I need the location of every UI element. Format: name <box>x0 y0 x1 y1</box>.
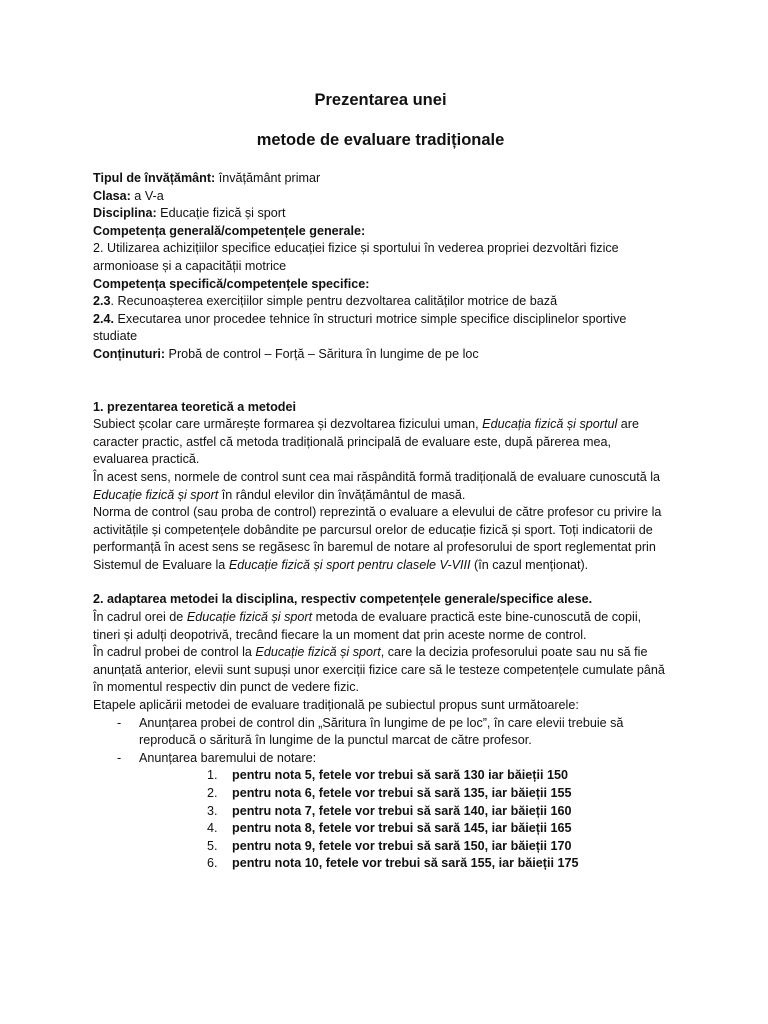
grade-number: 1. <box>207 768 218 783</box>
comp-gen-heading: Competența generală/competențele generale: <box>93 223 366 238</box>
list-item <box>139 785 668 803</box>
steps-list <box>93 715 668 873</box>
grade-text: pentru nota 7, fetele vor trebui să sară 140, iar băieții 160 <box>232 803 572 818</box>
continuturi <box>93 346 668 364</box>
comp-spec-2 <box>93 311 668 346</box>
meta-clasa <box>93 188 668 206</box>
section-gap <box>93 574 668 591</box>
section-1 <box>93 399 668 575</box>
list-item <box>139 838 668 856</box>
document-title-line2: metode de evaluare tradiționale <box>256 131 505 149</box>
comp-gen-text: 2. Utilizarea achizițiilor specifice educației fizice și sportului în vederea propriei dezvoltări fizice armonioase și a capacității motrice <box>93 241 619 273</box>
grade-text: pentru nota 9, fetele vor trebui să sară 150, iar băieții 170 <box>232 838 572 853</box>
continuturi-label: Conținuturi: <box>93 346 166 361</box>
grade-text: pentru nota 6, fetele vor trebui să sară 135, iar băieții 155 <box>232 786 572 800</box>
grading-list <box>139 767 668 873</box>
grade-text: pentru nota 8, fetele vor trebui să sară 145, iar băieții 165 <box>232 821 572 836</box>
section-2-paragraph-3: Etapele aplicării metodei de evaluare tradițională pe subiectul propus sunt următoarele: <box>93 698 579 713</box>
grade-number: 5. <box>207 838 218 853</box>
meta-tip-value: învățământ primar <box>215 171 321 185</box>
grade-number: 4. <box>207 821 218 836</box>
grade-number: 2. <box>207 786 218 800</box>
grade-number: 3. <box>207 803 218 818</box>
list-item: - Anunțarea baremului de notare: 1. pentru nota 5, fetele vor trebui să sară 130 iar băieții 150 2. pentru nota 6, fetele vor trebui să sară 135, iar băieții 155 3. pentru nota 7, fetele vor trebui să sară 140, iar băieții 160 4. pentru nota 8, fetele vor trebui să sară 145, iar băieții 165 5. pentru nota 9, fetele vor trebui să sară 150, iar băieții 170 6. pentru nota 10, fetele vor trebui să sară 155, iar băieții 175 <box>93 750 668 873</box>
grade-text: pentru nota 10, fetele vor trebui să sară 155, iar băieții 175 <box>232 856 579 871</box>
meta-clasa-value: a V-a <box>130 188 164 203</box>
list-item <box>139 803 668 821</box>
continuturi-value: Probă de control – Forță – Săritura în lungime de pe loc <box>165 346 479 361</box>
meta-clasa-label: Clasa: <box>93 188 131 203</box>
meta-disciplina <box>93 205 668 223</box>
list-item: - Anunțarea probei de control din „Săritura în lungime de pe loc”, în care elevii trebuie să reproducă o săritură în lungime de la punctul marcat de către profesor. <box>93 715 668 750</box>
list-item <box>139 820 668 838</box>
section-1-paragraph-3: Norma de control (sau proba de control) reprezintă o evaluare a elevului de către profesor cu privire la activitățile și competențele dobândite pe parcursul orelor de educație fizică și sport. Toți indicatorii de performanță în acest sens se regăsesc în baremul de notare al profesorului de sport reglementat prin Sistemul de Evaluare la Educație fizică și sport pentru clasele V-VIII (în cazul menționat). <box>93 505 662 572</box>
meta-disciplina-label: Disciplina: <box>93 206 157 221</box>
list-item <box>139 855 668 873</box>
section-2-paragraph-2: În cadrul probei de control la Educație fizică și sport, care la decizia profesorului poate sau nu să fie anunțată anterior, elevii sunt supuși unor exerciții fizice care să le testeze competențele cumulate până în momentul respectiv din punct de vedere fizic. <box>93 645 665 695</box>
grade-number: 6. <box>207 856 218 871</box>
meta-disciplina-value: Educație fizică și sport <box>156 206 286 221</box>
grade-text: pentru nota 5, fetele vor trebui să sară 130 iar băieții 150 <box>232 768 568 783</box>
section-1-heading: 1. prezentarea teoretică a metodei <box>93 399 296 414</box>
meta-tip-label: Tipul de învățământ: <box>93 171 216 185</box>
section-2-heading: 2. adaptarea metodei la disciplina, respectiv competențele generale/specifice alese. <box>93 592 593 607</box>
comp-spec-1 <box>93 293 668 311</box>
document-title-line1: Prezentarea unei <box>314 91 447 109</box>
list-item <box>139 767 668 785</box>
section-2-paragraph-1: În cadrul orei de Educație fizică și sport metoda de evaluare practică este bine-cunoscută de copii, tineri și adulți deopotrivă, trecând fiecare la un moment dat prin aceste norme de control. <box>93 610 642 642</box>
section-2 <box>93 591 668 873</box>
section-1-paragraph-1: Subiect școlar care urmărește formarea și dezvoltarea fizicului uman, Educația fizică și sportul are caracter practic, astfel că metoda tradițională principală de evaluare este, după părerea mea, evaluarea practică. <box>93 417 639 467</box>
meta-tip <box>93 170 668 188</box>
comp-spec-2-num: 2.4. <box>93 311 115 326</box>
section-gap <box>93 364 668 399</box>
comp-spec-heading: Competența specifică/competențele specifice: <box>93 276 370 291</box>
comp-spec-1-text: . Recunoașterea exercițiilor simple pentru dezvoltarea calităților motrice de bază <box>110 294 558 309</box>
comp-spec-2-text: Executarea unor procedee tehnice în structuri motrice simple specifice disciplinelor sportive studiate <box>93 311 627 344</box>
comp-spec-1-num: 2.3 <box>93 294 111 309</box>
section-1-paragraph-2: În acest sens, normele de control sunt cea mai răspândită formă tradițională de evaluare cunoscută la Educație fizică și sport în rândul elevilor din învățământul de masă. <box>93 469 661 502</box>
meta-block <box>93 170 668 364</box>
